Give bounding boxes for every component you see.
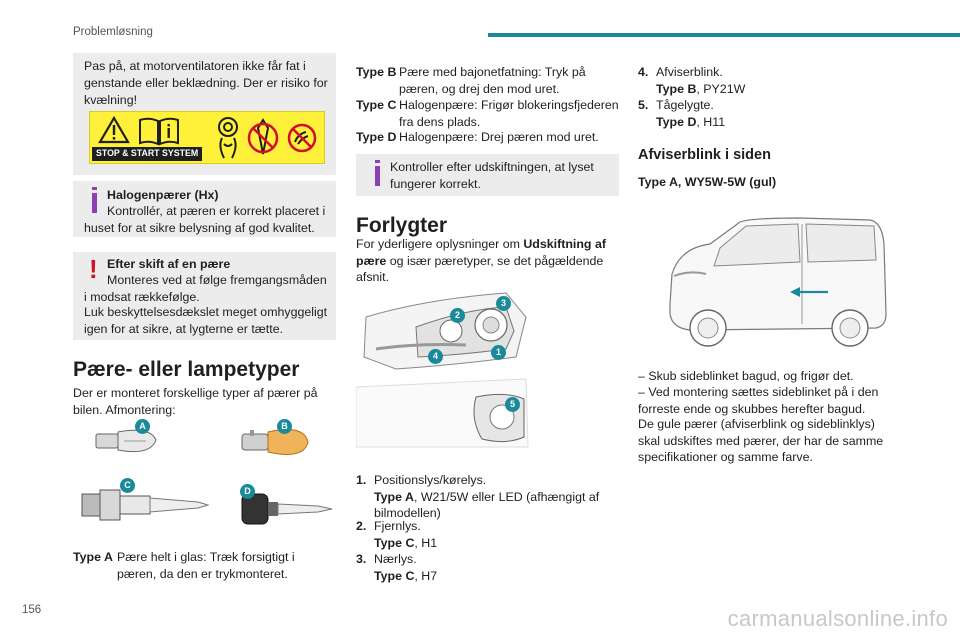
list-item: 3. Nærlys. Type C, H7 bbox=[356, 552, 438, 583]
page-number: 156 bbox=[22, 604, 42, 616]
headlamp-badge-1: 1 bbox=[491, 345, 506, 360]
van-illustration bbox=[650, 204, 890, 354]
info-halogen-title: Halogenpærer (Hx) bbox=[107, 188, 219, 202]
section-heading-bulb-types: Pære- eller lampetyper bbox=[73, 358, 300, 381]
section-heading-side-indicator: Afviserblink i siden bbox=[638, 147, 771, 163]
header-accent-bar bbox=[488, 33, 960, 37]
warning-after-text2: Luk beskyttelsesdækslet meget omhyggeligt igen for at sikre, at lygterne er tætte. bbox=[84, 305, 328, 337]
info-box-check bbox=[356, 154, 619, 196]
headlamp-badge-4: 4 bbox=[428, 349, 443, 364]
section-heading-forlygter: Forlygter bbox=[356, 214, 448, 237]
type-c-text: Halogenpære: Frigør blokeringsfjederen fra dens plads. bbox=[399, 98, 619, 129]
exclamation-icon: ! bbox=[89, 254, 98, 284]
section-title: Problemløsning bbox=[73, 26, 153, 38]
sticker-label: STOP & START SYSTEM bbox=[92, 147, 202, 161]
bulb-type-c-illustration bbox=[78, 480, 218, 530]
warning-after-title: Efter skift af en pære bbox=[107, 257, 231, 271]
headlamp-badge-5: 5 bbox=[505, 397, 520, 412]
info-halogen-text: Kontrollér, at pæren er korrekt placeret i huset for at sikre belysning af god kvalitet. bbox=[84, 204, 326, 236]
type-b-text: Pære med bajonetfatning: Tryk på pæren, og drej den mod uret. bbox=[399, 65, 586, 96]
info-check-text: Kontroller efter udskiftningen, at lyset fungerer korrekt. bbox=[390, 160, 594, 192]
warning-box-after-change bbox=[73, 252, 336, 340]
warning-fan-text: Pas på, at motorventilatoren ikke får fat i genstande eller beklædning. Der er risiko for kvælning! bbox=[84, 59, 328, 108]
side-indicator-note: De gule pærer (afviserblink og sideblinklys) skal udskiftes med pærer, der har de samme specifikationer og samme farve. bbox=[638, 417, 884, 465]
badge-d: D bbox=[240, 484, 255, 499]
side-indicator-step-1: – Skub sideblinket bagud, og frigør det. bbox=[638, 369, 854, 383]
list-item: 2. Fjernlys. Type C, H1 bbox=[356, 519, 438, 550]
type-d-text: Halogenpære: Drej pæren mod uret. bbox=[399, 130, 599, 144]
type-b-label: Type B bbox=[356, 65, 397, 79]
badge-c: C bbox=[120, 478, 135, 493]
type-d-label: Type D bbox=[356, 130, 397, 144]
headlamp-badge-3: 3 bbox=[496, 296, 511, 311]
headlamp-badge-2: 2 bbox=[450, 308, 465, 323]
stop-start-warning-sticker bbox=[89, 111, 325, 164]
manual-book-icon bbox=[138, 116, 180, 146]
watermark: carmanualsonline.info bbox=[727, 606, 948, 632]
info-icon bbox=[92, 187, 97, 190]
type-a-text: Pære helt i glas: Træk forsigtigt i pæren, da den er trykmonteret. bbox=[117, 550, 295, 581]
badge-a: A bbox=[135, 419, 150, 434]
forlygter-intro: For yderligere oplysninger om Udskiftning af pære og især pæretyper, se det pågældende afsnit. bbox=[356, 237, 606, 285]
list-item: 5. Tågelygte. Type D, H11 bbox=[638, 98, 726, 129]
badge-b: B bbox=[277, 419, 292, 434]
headlamp-illustration bbox=[356, 287, 536, 452]
type-a-label: Type A bbox=[73, 550, 113, 564]
type-c-label: Type C bbox=[356, 98, 397, 112]
info-box-halogen bbox=[73, 181, 336, 237]
bulb-types-intro: Der er monteret forskellige typer af pærer på bilen. Afmontering: bbox=[73, 386, 318, 417]
warning-after-text1: Monteres ved at følge fremgangsmåden i modsat rækkefølge. bbox=[84, 273, 327, 305]
list-item: 4. Afviserblink. Type B, PY21W bbox=[638, 65, 746, 96]
fan-entanglement-icon bbox=[216, 116, 240, 160]
side-indicator-step-2: – Ved montering sættes sideblinket på i den forreste ende og skubbes herefter bagud. bbox=[638, 385, 879, 416]
list-item: 1. Positionslys/kørelys. Type A, W21/5W eller LED (afhængigt af bilmodellen) bbox=[356, 473, 600, 521]
warning-triangle-icon bbox=[98, 116, 130, 144]
info-icon bbox=[375, 160, 380, 163]
side-indicator-subheading: Type A, WY5W-5W (gul) bbox=[638, 175, 777, 189]
no-tie-icon bbox=[246, 116, 280, 160]
no-hand-icon bbox=[286, 122, 318, 154]
